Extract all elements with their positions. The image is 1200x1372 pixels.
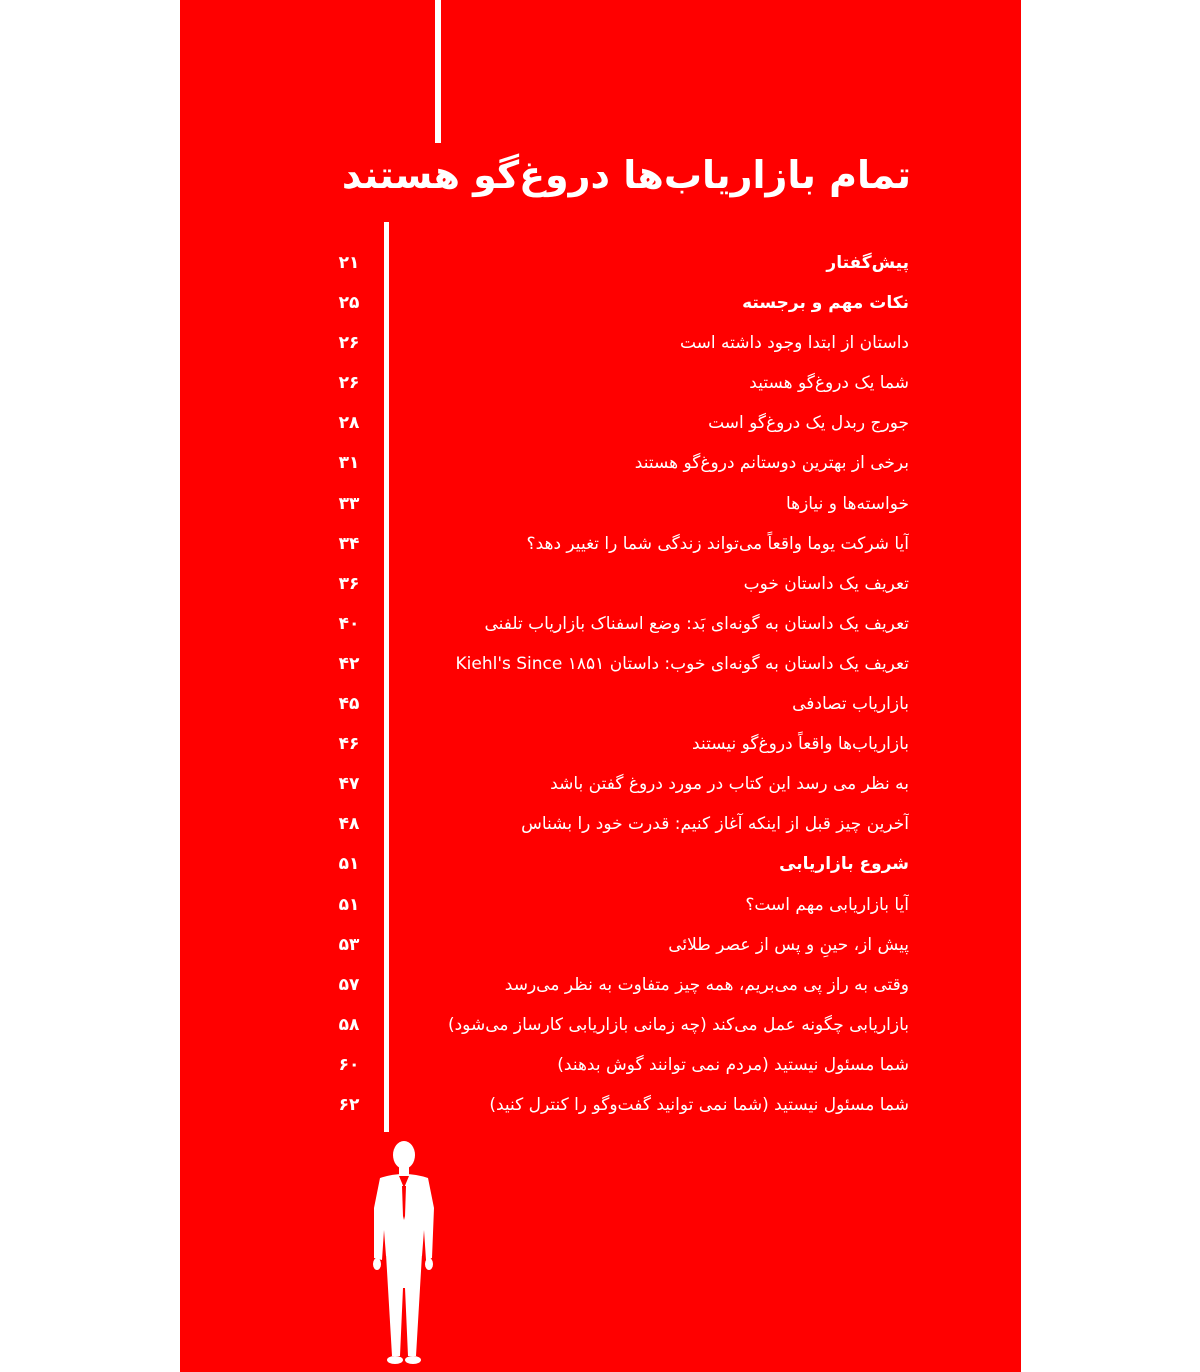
- toc-entry-title: آیا بازاریابی مهم است؟: [745, 894, 909, 915]
- toc-entry-page-number: ۳۱: [338, 453, 360, 474]
- toc-entry-title: وقتی به راز پی می‌بریم، همه چیز متفاوت به نظر می‌رسد: [504, 974, 909, 995]
- toc-entry: [180, 607, 1021, 647]
- toc-entry-title: تعریف یک داستان خوب: [743, 573, 909, 594]
- toc-entry: [180, 446, 1021, 486]
- toc-entry-page-number: ۴۲: [338, 653, 360, 674]
- toc-entry: [180, 527, 1021, 567]
- toc-entry: [180, 647, 1021, 687]
- toc-entry-title: تعریف یک داستان به گونه‌ای بَد: وضع اسفناک بازاریاب تلفنی: [484, 613, 909, 634]
- toc-entry: [180, 246, 1021, 286]
- toc-entry-title: جورج ربدل یک دروغ‌گو است: [708, 413, 909, 434]
- toc-entry-page-number: ۲۶: [338, 333, 360, 354]
- toc-entry-title: بازاریابی چگونه عمل می‌کند (چه زمانی بازاریابی کارساز می‌شود): [447, 1014, 909, 1035]
- toc-entry-title: پیش از، حینِ و پس از عصر طلائی: [668, 934, 909, 955]
- toc-entry-title: شروع بازاریابی: [779, 854, 909, 875]
- toc-entry: [180, 286, 1021, 326]
- toc-entry: [180, 567, 1021, 607]
- toc-entry: [180, 888, 1021, 928]
- toc-entry-title: به نظر می رسد این کتاب در مورد دروغ گفتن باشد: [550, 774, 909, 795]
- toc-entry-title: شما مسئول نیستید (مردم نمی توانند گوش بدهند): [557, 1054, 909, 1075]
- toc-entry-title: شما یک دروغ‌گو هستید: [749, 373, 909, 394]
- toc-entry-page-number: ۵۷: [338, 974, 360, 995]
- toc-entry-title: آخرین چیز قبل از اینکه آغاز کنیم: قدرت خود را بشناس: [521, 814, 909, 835]
- toc-entry: [180, 1008, 1021, 1048]
- toc-entry: [180, 326, 1021, 366]
- toc-entry-page-number: ۲۶: [338, 373, 360, 394]
- toc-entry: [180, 727, 1021, 767]
- toc-entry-title: برخی از بهترین دوستانم دروغ‌گو هستند: [634, 453, 909, 474]
- toc-entry-title: پیش‌گفتار: [826, 253, 909, 273]
- standing-businessman-silhouette-icon: [368, 1138, 438, 1372]
- toc-entry: [180, 847, 1021, 887]
- toc-entry-page-number: ۵۳: [338, 934, 360, 955]
- toc-entry-page-number: ۶۰: [338, 1054, 360, 1075]
- book-cover: [180, 0, 1021, 1372]
- toc-entry-title: بازاریاب‌ها واقعاً دروغ‌گو نیستند: [692, 734, 909, 755]
- toc-entry-page-number: ۴۵: [338, 694, 360, 715]
- toc-entry-page-number: ۲۱: [338, 253, 360, 273]
- toc-entry-page-number: ۴۷: [338, 774, 360, 795]
- toc-entry: [180, 366, 1021, 406]
- toc-entry-title: خواسته‌ها و نیازها: [785, 493, 909, 514]
- toc-entry-page-number: ۲۸: [338, 413, 360, 434]
- toc-entry-title: آیا شرکت یوما واقعاً می‌تواند زندگی شما را تغییر دهد؟: [526, 533, 909, 554]
- toc-entry-page-number: ۵۱: [338, 854, 360, 875]
- toc-entry: [180, 928, 1021, 968]
- toc-entry: [180, 1088, 1021, 1128]
- toc-entry: [180, 968, 1021, 1008]
- toc-entry: [180, 487, 1021, 527]
- toc-entry-page-number: ۳۴: [338, 533, 360, 554]
- toc-entry-page-number: ۴۰: [338, 613, 360, 634]
- toc-entry-title: نکات مهم و برجسته: [742, 293, 909, 314]
- top-vertical-rule: [435, 0, 441, 143]
- toc-entry: [180, 406, 1021, 446]
- toc-entry: [180, 767, 1021, 807]
- toc-entry-page-number: ۴۸: [338, 814, 360, 835]
- toc-entry-page-number: ۴۶: [338, 734, 360, 755]
- toc-entry: [180, 687, 1021, 727]
- toc-entry: [180, 807, 1021, 847]
- book-title: تمام بازاریاب‌ها دروغ‌گو هستند: [341, 153, 911, 197]
- toc-entry-title: داستان از ابتدا وجود داشته است: [679, 333, 909, 354]
- table-of-contents: [180, 246, 1021, 1128]
- toc-entry: [180, 1048, 1021, 1088]
- toc-entry-page-number: ۳۳: [338, 493, 360, 514]
- toc-entry-title: بازاریاب تصادفی: [792, 694, 909, 715]
- toc-entry-page-number: ۵۱: [338, 894, 360, 915]
- toc-entry-title: شما مسئول نیستید (شما نمی توانید گفت‌وگو را کنترل کنید): [489, 1094, 909, 1115]
- toc-entry-page-number: ۶۲: [338, 1094, 360, 1115]
- toc-entry-page-number: ۵۸: [338, 1014, 360, 1035]
- toc-entry-page-number: ۲۵: [338, 293, 360, 314]
- toc-entry-title: تعریف یک داستان به گونه‌ای خوب: داستان Kiehl's Since ۱۸۵۱: [455, 653, 909, 674]
- toc-entry-page-number: ۳۶: [338, 573, 360, 594]
